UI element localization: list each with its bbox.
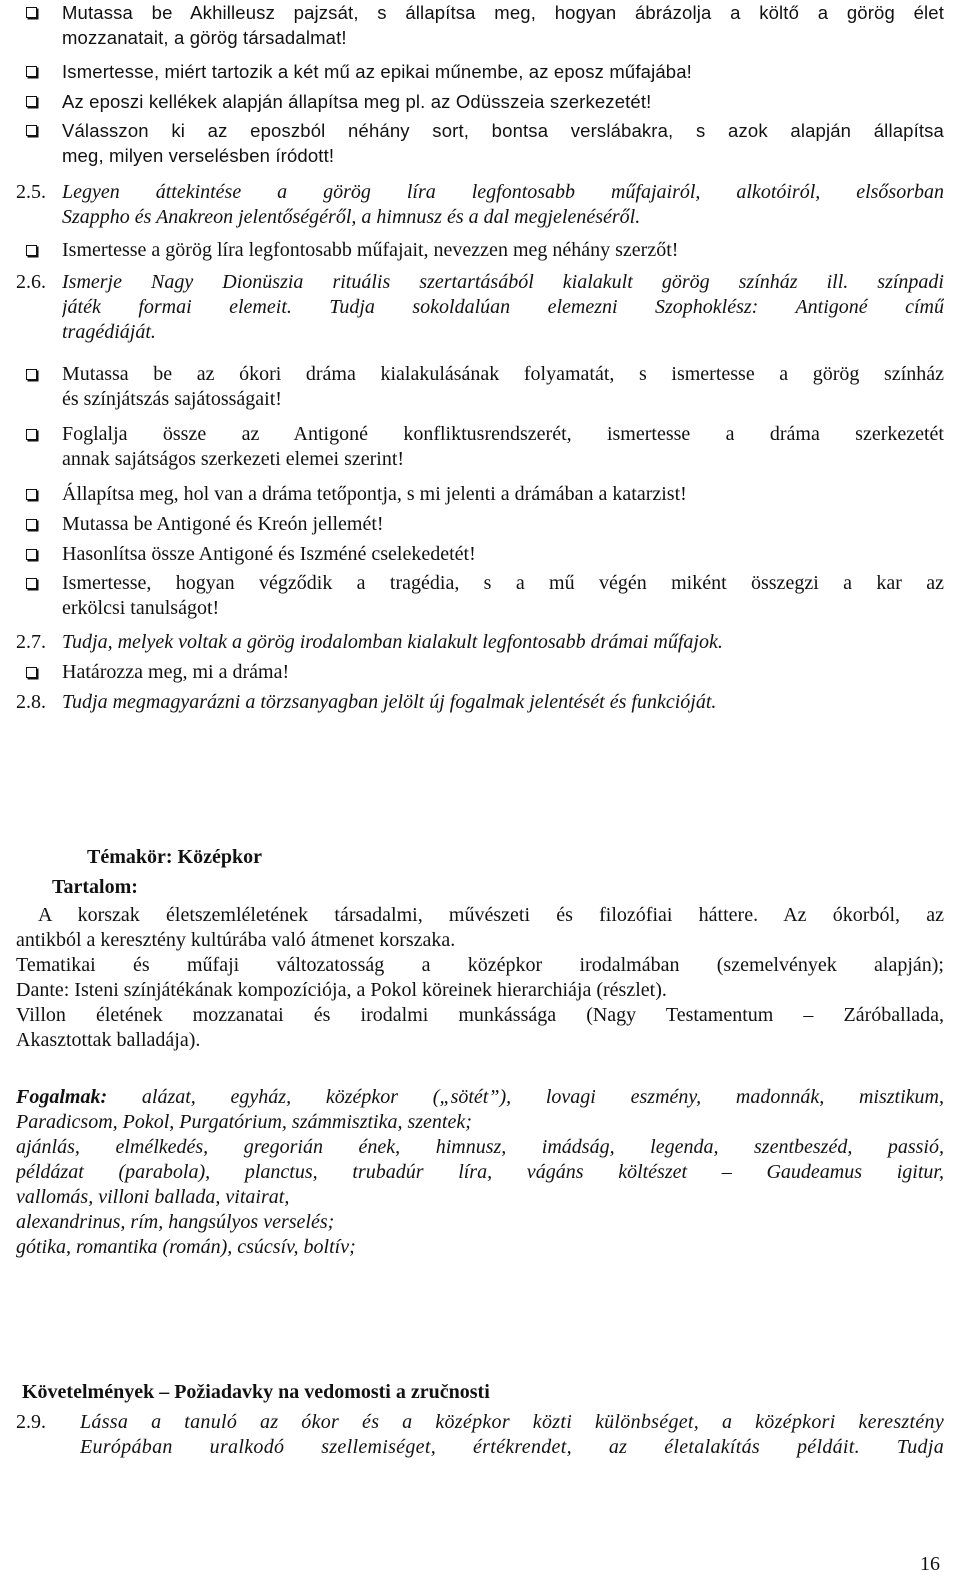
line: alexandrinus, rím, hangsúlyos verselés; (16, 1211, 335, 1233)
checkbox-bullet-icon (26, 125, 37, 136)
concepts-label: Fogalmak: (16, 1086, 108, 1108)
topic-heading: Témakör: Középkor (87, 846, 262, 868)
list-item (16, 362, 944, 412)
line: Állapítsa meg, hol van a dráma tetőpontja, s mi jelenti a drámában a katarzist! (62, 483, 687, 505)
concepts-paragraph (16, 1085, 944, 1260)
line: Hasonlítsa össze Antigoné és Iszméné cselekedetét! (62, 543, 476, 565)
section-number: 2.9. (16, 1411, 46, 1433)
checkbox-bullet-icon (26, 667, 37, 678)
line: Ismertesse, miért tartozik a két mű az epikai műnembe, az eposz műfajába! (62, 61, 692, 82)
list-item (16, 118, 944, 168)
line: A korszak életszemléletének társadalmi, művészeti és filozófiai háttere. Az ókorból, az (38, 904, 944, 926)
line: Mutassa be Akhilleusz pajzsát, s állapítsa meg, hogyan ábrázolja a költő a görög élet (62, 2, 944, 23)
line: Ismerje Nagy Dionüszia rituális szertartásából kialakult görög színház ill. színpadi (62, 271, 944, 293)
line: Mutassa be az ókori dráma kialakulásának folyamatát, s ismertesse a görög színház (62, 363, 944, 385)
list-item (16, 482, 944, 507)
line: gótika, romantika (román), csúcsív, boltív; (16, 1236, 356, 1258)
section-2-6 (16, 270, 944, 345)
list-item (16, 238, 944, 263)
line (16, 1085, 944, 1110)
checkbox-bullet-icon (26, 96, 37, 107)
line: vallomás, villoni ballada, vitairat, (16, 1186, 290, 1208)
checkbox-bullet-icon (26, 245, 37, 256)
list-item (16, 0, 944, 50)
line: Foglalja össze az Antigoné konfliktusrendszerét, ismertesse a dráma szerkezetét (62, 423, 944, 445)
line: ajánlás, elmélkedés, gregorián ének, himnusz, imádság, legenda, szentbeszéd, passió, (16, 1136, 944, 1158)
line: Akasztottak balladája). (16, 1029, 201, 1051)
line: Legyen áttekintése a görög líra legfontosabb műfajairól, alkotóiról, elsősorban (62, 181, 944, 203)
line: annak sajátságos szerkezeti elemei szerint! (62, 448, 405, 470)
section-2-8 (16, 690, 944, 715)
line: Lássa a tanuló az ókor és a középkor közti különbséget, a középkori keresztény (80, 1411, 944, 1433)
checkbox-bullet-icon (26, 369, 37, 380)
content-paragraph (16, 903, 944, 1053)
line: Paradicsom, Pokol, Purgatórium, számmisztika, szentek; (16, 1111, 472, 1133)
line: mozzanatait, a görög társadalmat! (62, 27, 347, 48)
line: erkölcsi tanulságot! (62, 597, 220, 619)
line: Tematikai és műfaji változatosság a középkor irodalmában (szemelvények alapján); (16, 954, 944, 976)
checkbox-bullet-icon (26, 519, 37, 530)
line: játék formai elemeit. Tudja sokoldalúan elemezni Szophoklész: Antigoné című (62, 296, 944, 318)
line: Mutassa be Antigoné és Kreón jellemét! (62, 513, 384, 535)
line: Tudja megmagyarázni a törzsanyagban jelölt új fogalmak jelentését és funkcióját. (62, 691, 717, 713)
page-number: 16 (920, 1553, 940, 1575)
requirements-heading: Követelmények – Požiadavky na vedomosti a zručnosti (22, 1381, 490, 1403)
line: Ismertesse a görög líra legfontosabb műfajait, nevezzen meg néhány szerzőt! (62, 239, 679, 261)
line: Tudja, melyek voltak a görög irodalomban kialakult legfontosabb drámai műfajok. (62, 631, 723, 653)
section-number: 2.6. (16, 271, 46, 293)
list-item (16, 89, 944, 114)
checkbox-bullet-icon (26, 7, 37, 18)
list-item (16, 542, 944, 567)
section-2-7 (16, 630, 944, 655)
line-text: alázat, egyház, középkor („sötét”), lovagi eszmény, madonnák, misztikum, (107, 1086, 944, 1108)
section-number: 2.7. (16, 631, 46, 653)
line: és színjátszás sajátosságait! (62, 388, 282, 410)
checkbox-bullet-icon (26, 66, 37, 77)
section-number: 2.8. (16, 691, 46, 713)
list-item (16, 512, 944, 537)
section-2-5 (16, 180, 944, 230)
line: tragédiáját. (62, 321, 156, 343)
line: Dante: Isteni színjátékának kompozíciója, a Pokol köreinek hierarchiája (részlet). (16, 979, 667, 1001)
line: Az eposzi kellékek alapján állapítsa meg pl. az Odüsszeia szerkezetét! (62, 91, 652, 112)
line: Válasszon ki az eposzból néhány sort, bontsa verslábakra, s azok alapján állapítsa (62, 120, 944, 141)
list-item (16, 660, 944, 685)
section-number: 2.5. (16, 181, 46, 203)
list-item (16, 59, 944, 84)
content-heading: Tartalom: (52, 876, 138, 898)
line: Ismertesse, hogyan végződik a tragédia, s a mű végén miként összegzi a kar az (62, 572, 944, 594)
line: Villon életének mozzanatai és irodalmi munkássága (Nagy Testamentum – Záróballada, (16, 1004, 944, 1026)
line: Európában uralkodó szellemiséget, értékrendet, az életalakítás példáit. Tudja (80, 1436, 944, 1458)
line: antikból a keresztény kultúrába való átmenet korszaka. (16, 929, 456, 951)
line: példázat (parabola), planctus, trubadúr líra, vágáns költészet – Gaudeamus igitur, (16, 1161, 944, 1183)
line: Szappho és Anakreon jelentőségéről, a himnusz és a dal megjelenéséről. (62, 206, 641, 228)
checkbox-bullet-icon (26, 429, 37, 440)
list-item (16, 571, 944, 621)
checkbox-bullet-icon (26, 549, 37, 560)
section-2-9 (16, 1410, 944, 1460)
checkbox-bullet-icon (26, 578, 37, 589)
list-item (16, 422, 944, 472)
line: meg, milyen verselésben íródott! (62, 145, 335, 166)
line: Határozza meg, mi a dráma! (62, 661, 290, 683)
checkbox-bullet-icon (26, 489, 37, 500)
